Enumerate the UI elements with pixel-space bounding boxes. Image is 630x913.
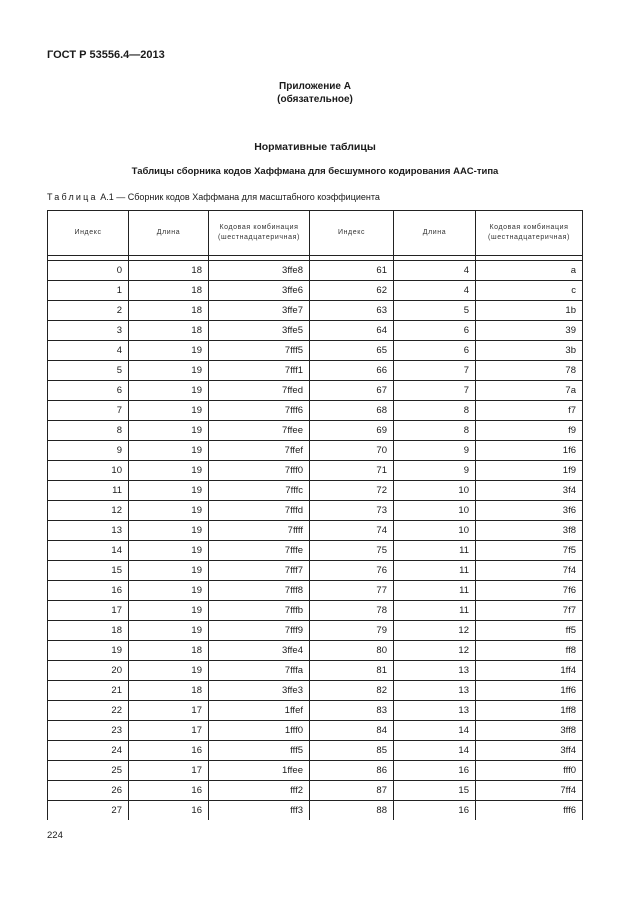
- table-cell: 1fff0: [209, 721, 310, 741]
- table-cell: 19: [129, 541, 209, 561]
- table-cell: 70: [310, 441, 394, 461]
- table-cell: 9: [394, 461, 476, 481]
- table-cell: 19: [129, 341, 209, 361]
- table-cell: 5: [48, 361, 129, 381]
- table-cell: 6: [48, 381, 129, 401]
- table-cell: 7f6: [476, 581, 583, 601]
- document-code: ГОСТ Р 53556.4—2013: [47, 49, 165, 61]
- table-cell: 26: [48, 781, 129, 801]
- table-cell: 1ffee: [209, 761, 310, 781]
- table-cell: 19: [129, 601, 209, 621]
- table-row: [48, 641, 583, 661]
- table-cell: a: [476, 261, 583, 281]
- table-cell: 14: [394, 721, 476, 741]
- table-header-row: [48, 211, 583, 256]
- table-cell: 7fff9: [209, 621, 310, 641]
- table-cell: 71: [310, 461, 394, 481]
- table-row: [48, 381, 583, 401]
- table-cell: 6: [394, 341, 476, 361]
- table-row: [48, 621, 583, 641]
- table-cell: 11: [394, 561, 476, 581]
- table-cell: 74: [310, 521, 394, 541]
- table-cell: 4: [48, 341, 129, 361]
- table-cell: 3ffe8: [209, 261, 310, 281]
- table-row: [48, 721, 583, 741]
- table-cell: 3f4: [476, 481, 583, 501]
- table-cell: 18: [129, 281, 209, 301]
- table-cell: 25: [48, 761, 129, 781]
- table-cell: 17: [48, 601, 129, 621]
- table-cell: 3ffe4: [209, 641, 310, 661]
- table-cell: 3ffe6: [209, 281, 310, 301]
- table-cell: 7fff7: [209, 561, 310, 581]
- table-cell: 22: [48, 701, 129, 721]
- table-cell: 7ffee: [209, 421, 310, 441]
- table-cell: ff5: [476, 621, 583, 641]
- table-cell: 76: [310, 561, 394, 581]
- table-cell: 4: [394, 261, 476, 281]
- table-cell: 7fffc: [209, 481, 310, 501]
- table-cell: 80: [310, 641, 394, 661]
- table-cell: 64: [310, 321, 394, 341]
- table-row: [48, 781, 583, 801]
- table-cell: 8: [48, 421, 129, 441]
- table-row: [48, 581, 583, 601]
- table-cell: 16: [48, 581, 129, 601]
- table-row: [48, 461, 583, 481]
- table-cell: 1: [48, 281, 129, 301]
- table-cell: 17: [129, 761, 209, 781]
- table-cell: 7a: [476, 381, 583, 401]
- table-cell: 62: [310, 281, 394, 301]
- table-cell: 7: [48, 401, 129, 421]
- table-cell: 12: [394, 641, 476, 661]
- table-cell: 18: [48, 621, 129, 641]
- table-cell: 61: [310, 261, 394, 281]
- table-cell: 7f5: [476, 541, 583, 561]
- table-cell: 7fffd: [209, 501, 310, 521]
- table-row: [48, 341, 583, 361]
- table-cell: 14: [394, 741, 476, 761]
- table-cell: 77: [310, 581, 394, 601]
- table-row: [48, 501, 583, 521]
- table-cell: 3ffe7: [209, 301, 310, 321]
- table-cell: fff0: [476, 761, 583, 781]
- column-header: Индекс: [48, 211, 129, 256]
- table-caption: [47, 192, 380, 202]
- table-row: [48, 761, 583, 781]
- table-cell: 7ffed: [209, 381, 310, 401]
- table-cell: 7f4: [476, 561, 583, 581]
- table-body: [48, 256, 583, 821]
- table-cell: 1f9: [476, 461, 583, 481]
- table-cell: 12: [48, 501, 129, 521]
- table-cell: 75: [310, 541, 394, 561]
- table-cell: 8: [394, 401, 476, 421]
- table-cell: 27: [48, 801, 129, 821]
- table-cell: 19: [129, 561, 209, 581]
- table-cell: 87: [310, 781, 394, 801]
- table-cell: 3: [48, 321, 129, 341]
- table-cell: 19: [129, 621, 209, 641]
- table-cell: 7fff8: [209, 581, 310, 601]
- table-cell: 19: [129, 581, 209, 601]
- table-row: [48, 701, 583, 721]
- table-cell: 1b: [476, 301, 583, 321]
- table-cell: 7fff6: [209, 401, 310, 421]
- table-cell: 21: [48, 681, 129, 701]
- table-cell: 3ff4: [476, 741, 583, 761]
- table-cell: 7fffe: [209, 541, 310, 561]
- table-row: [48, 281, 583, 301]
- table-cell: 10: [48, 461, 129, 481]
- table-cell: 8: [394, 421, 476, 441]
- column-header: Индекс: [310, 211, 394, 256]
- table-cell: 20: [48, 661, 129, 681]
- table-cell: 85: [310, 741, 394, 761]
- table-cell: 10: [394, 521, 476, 541]
- table-cell: 1f6: [476, 441, 583, 461]
- table-cell: 6: [394, 321, 476, 341]
- table-cell: 0: [48, 261, 129, 281]
- table-cell: 72: [310, 481, 394, 501]
- table-cell: 4: [394, 281, 476, 301]
- table-cell: 17: [129, 721, 209, 741]
- table-cell: 16: [129, 741, 209, 761]
- table-cell: 16: [129, 801, 209, 821]
- table-cell: 19: [48, 641, 129, 661]
- table-cell: 7fff5: [209, 341, 310, 361]
- huffman-code-table: [47, 210, 583, 820]
- table-row: [48, 361, 583, 381]
- table-cell: 3f6: [476, 501, 583, 521]
- table-cell: 9: [48, 441, 129, 461]
- table-cell: 67: [310, 381, 394, 401]
- table-cell: 69: [310, 421, 394, 441]
- table-cell: c: [476, 281, 583, 301]
- table-cell: 19: [129, 661, 209, 681]
- table-caption-text: А.1 — Сборник кодов Хаффмана для масштабного коэффициента: [97, 192, 380, 202]
- table-cell: 5: [394, 301, 476, 321]
- table-cell: 13: [394, 661, 476, 681]
- table-row: [48, 521, 583, 541]
- section-title: Нормативные таблицы: [254, 141, 376, 153]
- table-cell: 3f8: [476, 521, 583, 541]
- table-cell: 3b: [476, 341, 583, 361]
- table-cell: 17: [129, 701, 209, 721]
- subsection-title: Таблицы сборника кодов Хаффмана для бесшумного кодирования AAC-типа: [131, 166, 499, 177]
- table-row: [48, 741, 583, 761]
- table-cell: 13: [394, 681, 476, 701]
- table-cell: 39: [476, 321, 583, 341]
- table-row: [48, 441, 583, 461]
- table-cell: 83: [310, 701, 394, 721]
- table-cell: 86: [310, 761, 394, 781]
- table-row: [48, 401, 583, 421]
- column-header: Кодовая комбинация (шестнадцатеричная): [209, 211, 310, 256]
- table-row: [48, 421, 583, 441]
- table-cell: 16: [129, 781, 209, 801]
- table-cell: 19: [129, 521, 209, 541]
- table-row: [48, 601, 583, 621]
- table-row: [48, 261, 583, 281]
- table-cell: 19: [129, 461, 209, 481]
- table-cell: f7: [476, 401, 583, 421]
- table-row: [48, 681, 583, 701]
- table-cell: 1ff6: [476, 681, 583, 701]
- table-cell: fff3: [209, 801, 310, 821]
- table-cell: 65: [310, 341, 394, 361]
- table-cell: 24: [48, 741, 129, 761]
- table-row: [48, 561, 583, 581]
- table-cell: 15: [394, 781, 476, 801]
- table-cell: 19: [129, 361, 209, 381]
- table-cell: 81: [310, 661, 394, 681]
- annex-subtitle: (обязательное): [277, 94, 353, 105]
- table-row: [48, 481, 583, 501]
- table-cell: 11: [48, 481, 129, 501]
- table-row: [48, 541, 583, 561]
- table-cell: 1ff4: [476, 661, 583, 681]
- table-cell: 12: [394, 621, 476, 641]
- table-cell: 19: [129, 481, 209, 501]
- table-row: [48, 801, 583, 821]
- table-cell: 3ffe5: [209, 321, 310, 341]
- table-cell: 7fffb: [209, 601, 310, 621]
- page-number: 224: [47, 830, 63, 841]
- table-cell: 18: [129, 261, 209, 281]
- table-cell: f9: [476, 421, 583, 441]
- table-cell: 2: [48, 301, 129, 321]
- table-cell: 88: [310, 801, 394, 821]
- table-cell: 7ff4: [476, 781, 583, 801]
- table-cell: 23: [48, 721, 129, 741]
- table-cell: 11: [394, 601, 476, 621]
- table-cell: 16: [394, 761, 476, 781]
- table-cell: 73: [310, 501, 394, 521]
- table-cell: 7fff1: [209, 361, 310, 381]
- table-cell: 18: [129, 681, 209, 701]
- table-cell: fff6: [476, 801, 583, 821]
- table-cell: 3ffe3: [209, 681, 310, 701]
- table-cell: 7fffa: [209, 661, 310, 681]
- table-cell: 19: [129, 501, 209, 521]
- table-cell: 18: [129, 641, 209, 661]
- table-cell: 14: [48, 541, 129, 561]
- table-cell: 19: [129, 441, 209, 461]
- table-row: [48, 321, 583, 341]
- table-cell: 7: [394, 381, 476, 401]
- column-header: Длина: [394, 211, 476, 256]
- table-cell: 7: [394, 361, 476, 381]
- table-cell: 19: [129, 421, 209, 441]
- table-cell: 7ffff: [209, 521, 310, 541]
- table-cell: 11: [394, 541, 476, 561]
- table-cell: 18: [129, 301, 209, 321]
- table-cell: 68: [310, 401, 394, 421]
- table-cell: 82: [310, 681, 394, 701]
- table-cell: 66: [310, 361, 394, 381]
- table-row: [48, 661, 583, 681]
- table-cell: 1ff8: [476, 701, 583, 721]
- table-cell: 18: [129, 321, 209, 341]
- table-cell: 63: [310, 301, 394, 321]
- table-cell: ff8: [476, 641, 583, 661]
- table-caption-lead: Таблица: [47, 192, 98, 202]
- annex-title: Приложение А: [279, 81, 351, 92]
- table-cell: 13: [394, 701, 476, 721]
- table-cell: fff5: [209, 741, 310, 761]
- column-header: Длина: [129, 211, 209, 256]
- table-cell: fff2: [209, 781, 310, 801]
- table-cell: 13: [48, 521, 129, 541]
- table-cell: 78: [476, 361, 583, 381]
- table-cell: 10: [394, 501, 476, 521]
- table-cell: 9: [394, 441, 476, 461]
- table-cell: 1ffef: [209, 701, 310, 721]
- table-cell: 7ffef: [209, 441, 310, 461]
- table-cell: 10: [394, 481, 476, 501]
- table-cell: 79: [310, 621, 394, 641]
- table-cell: 7f7: [476, 601, 583, 621]
- table-cell: 11: [394, 581, 476, 601]
- table-cell: 84: [310, 721, 394, 741]
- column-header: Кодовая комбинация (шестнадцатеричная): [476, 211, 583, 256]
- table-cell: 19: [129, 381, 209, 401]
- table-cell: 16: [394, 801, 476, 821]
- table-row: [48, 301, 583, 321]
- table-cell: 78: [310, 601, 394, 621]
- table-cell: 19: [129, 401, 209, 421]
- table-cell: 7fff0: [209, 461, 310, 481]
- table-cell: 15: [48, 561, 129, 581]
- table-cell: 3ff8: [476, 721, 583, 741]
